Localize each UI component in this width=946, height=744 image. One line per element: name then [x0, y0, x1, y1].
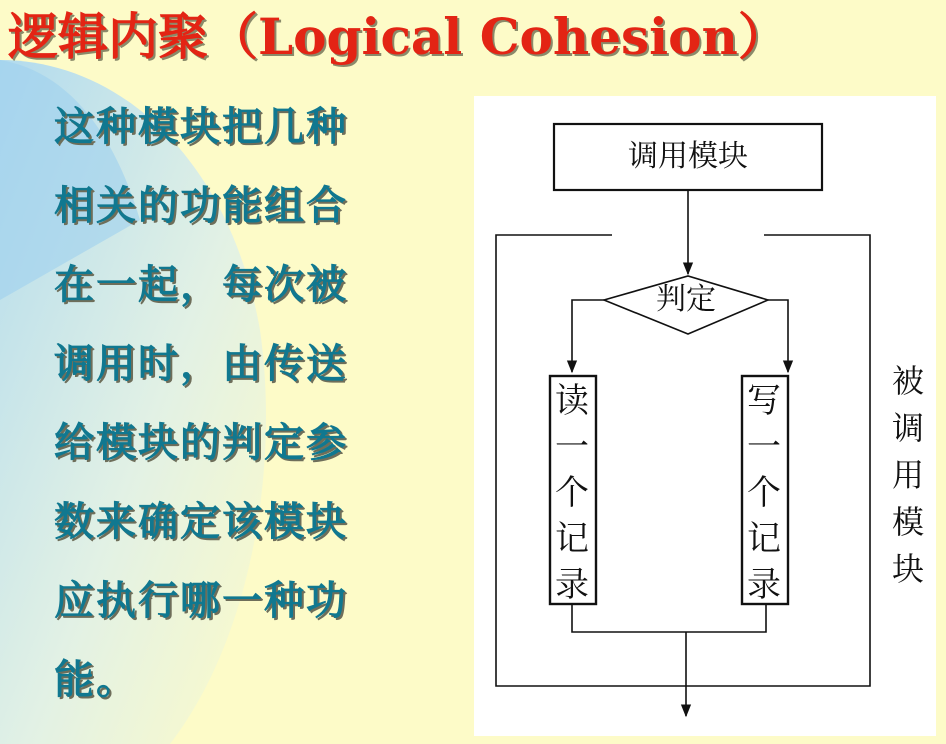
description-line: 应执行哪一种功 — [54, 578, 348, 624]
description-line: 给模块的判定参 — [54, 420, 348, 466]
decision-label: 判定 — [656, 282, 716, 317]
read-record-char: 记 — [555, 519, 589, 559]
connector — [572, 604, 766, 632]
call-module-label: 调用模块 — [628, 139, 748, 174]
description-text — [54, 88, 454, 720]
description-line: 数来确定该模块 — [54, 499, 348, 545]
description-line: 调用时，由传送 — [54, 341, 348, 387]
read-record-char: 一 — [555, 427, 589, 467]
called-module-char: 模 — [891, 503, 924, 541]
flow-diagram-shapes — [474, 96, 936, 736]
connector — [768, 300, 788, 372]
write-record-char: 写 — [747, 381, 781, 421]
called-module-char: 块 — [891, 550, 924, 588]
called-module-label — [886, 358, 930, 593]
write-record-char: 一 — [747, 427, 781, 467]
called-module-char: 调 — [891, 409, 924, 447]
description-line: 这种模块把几种 — [54, 104, 348, 150]
description-line: 在一起，每次被 — [54, 262, 348, 308]
read-record-char: 录 — [555, 565, 589, 605]
read-record-char: 读 — [555, 381, 589, 421]
read-record-char: 个 — [555, 473, 589, 513]
called-module-char: 用 — [891, 456, 924, 494]
write-record-char: 记 — [747, 519, 781, 559]
flow-diagram — [474, 96, 936, 736]
connector — [572, 300, 604, 372]
write-record-char: 录 — [747, 565, 781, 605]
write-record-char: 个 — [747, 473, 781, 513]
called-module-char: 被 — [891, 362, 924, 400]
description-line: 能。 — [54, 657, 138, 703]
read-record-label — [552, 378, 592, 608]
description-line: 相关的功能组合 — [54, 183, 348, 229]
slide-title: 逻辑内聚（Logical Cohesion） — [8, 7, 788, 66]
write-record-label — [744, 378, 784, 608]
